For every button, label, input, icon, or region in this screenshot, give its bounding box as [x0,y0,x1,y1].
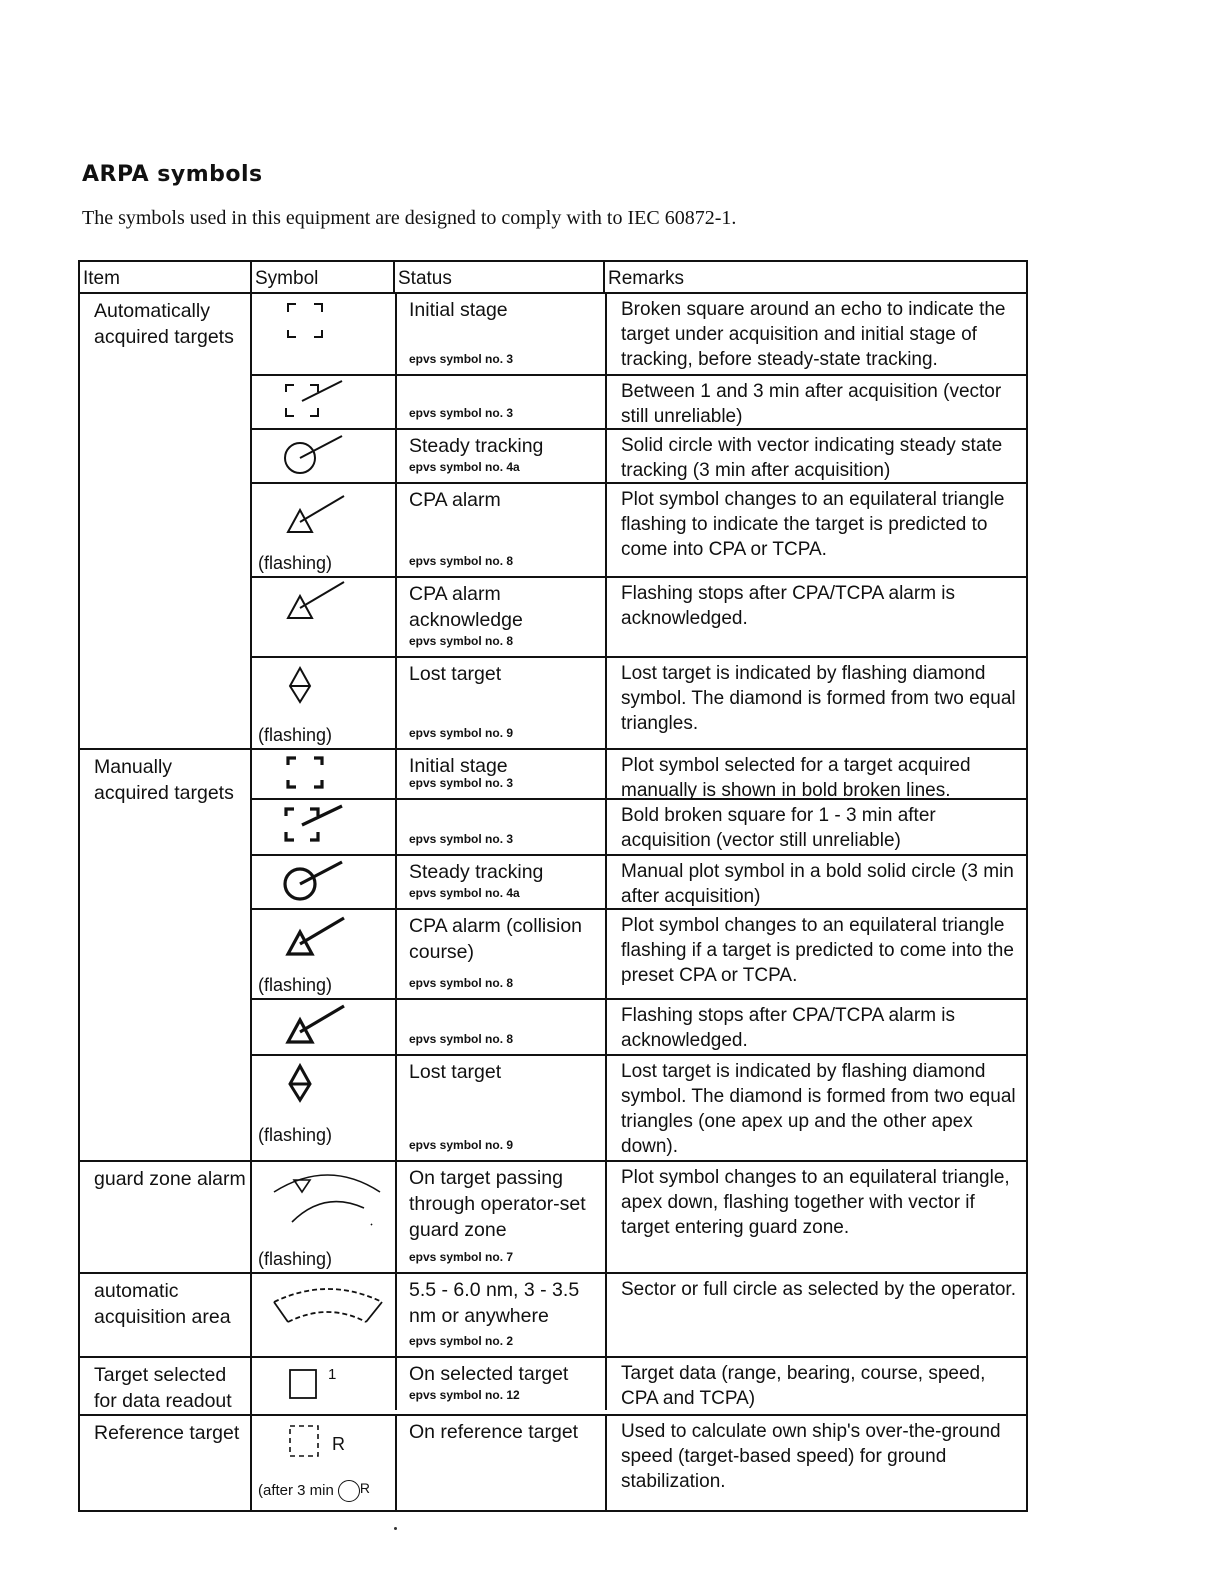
symbol-cell [252,1416,395,1510]
bold-triangle-vector-icon [252,1000,395,1054]
header-status: Status [393,262,603,292]
remarks-text: Between 1 and 3 min after acquisition (vector still unreliable) [605,376,1026,428]
circle-icon [338,1480,360,1502]
after-label: (after 3 min [258,1481,334,1499]
symbol-cell [252,910,395,998]
header-item: Item [83,268,120,289]
status-text: CPA alarm (collision course) [409,915,583,963]
flashing-label: (flashing) [258,1249,333,1269]
symbol-cell [252,750,395,798]
group-reference-target [80,1416,1026,1510]
status-text: CPA alarm acknowledge [409,583,523,631]
remarks-text: Sector or full circle as selected by the operator. [605,1274,1026,1356]
after-3-min-note [258,1480,370,1502]
table-row [252,578,1026,658]
remarks-text: Broken square around an echo to indicate the target under acquisition and initial stage of tracking, before steady-state tracking. [605,294,1026,374]
symbol-cell [252,1274,395,1356]
symbol-label: R [332,1434,345,1454]
status-text: CPA alarm [409,489,501,511]
symbol-cell [252,1162,395,1272]
group-item-label: Target selected for data readout [94,1364,232,1412]
table-row [252,430,1026,484]
bold-circle-vector-icon [252,856,395,908]
symbol-cell [252,430,395,482]
group-acquisition-area [80,1274,1026,1358]
epvs-ref: epvs symbol no. 2 [409,1334,514,1348]
table-row [252,1416,1026,1510]
table-row [252,856,1026,910]
table-row [252,800,1026,856]
group-item-label: Manually acquired targets [94,756,234,804]
symbol-cell [252,294,395,374]
status-text: Lost target [409,1061,502,1083]
remarks-text: Target data (range, bearing, course, speed, CPA and TCPA) [605,1358,1026,1410]
remarks-text: Plot symbol changes to an equilateral triangle flashing if a target is predicted to come into the preset CPA or TCPA. [605,910,1026,998]
flashing-label: (flashing) [258,553,333,573]
group-guard-zone [80,1162,1026,1274]
epvs-ref: epvs symbol no. 3 [409,832,514,846]
status-text: Initial stage [409,299,508,321]
table-row [252,910,1026,1000]
status-text: Lost target [409,663,502,685]
triangle-vector-icon [252,578,395,656]
symbol-cell [252,1000,395,1054]
flashing-label: (flashing) [258,725,333,745]
remarks-text: Bold broken square for 1 - 3 min after acquisition (vector still unreliable) [605,800,1026,854]
remarks-text: Used to calculate own ship's over-the-ground speed (target-based speed) for ground stabilization. [605,1416,1026,1510]
status-text: On selected target [409,1363,569,1385]
group-data-readout [80,1358,1026,1416]
group-item-label: guard zone alarm [94,1168,246,1190]
epvs-ref: epvs symbol no. 8 [409,976,514,990]
broken-square-icon [252,294,395,374]
status-text: Steady tracking [409,435,544,457]
broken-square-vector-icon [252,376,395,428]
page-heading: ARPA symbols [82,162,263,187]
remarks-text: Flashing stops after CPA/TCPA alarm is acknowledged. [605,578,1026,656]
epvs-ref: epvs symbol no. 4a [409,460,520,474]
epvs-ref: epvs symbol no. 3 [409,352,514,366]
remarks-text: Plot symbol selected for a target acquired manually is shown in bold broken lines. [605,750,1026,798]
table-row [252,1000,1026,1056]
remarks-text: Lost target is indicated by flashing diamond symbol. The diamond is formed from two equal triangles (one apex up and the other apex down). [605,1056,1026,1160]
bold-broken-square-icon [252,750,395,798]
remarks-text: Solid circle with vector indicating steady state tracking (3 min after acquisition) [605,430,1026,482]
epvs-ref: epvs symbol no. 7 [409,1250,514,1264]
status-text: Steady tracking [409,861,544,883]
symbol-cell [252,578,395,656]
square-readout-icon [252,1358,395,1410]
header-remarks: Remarks [603,262,1026,292]
symbol-cell [252,856,395,908]
status-text: On reference target [409,1421,579,1443]
remarks-text: Plot symbol changes to an equilateral triangle flashing to indicate the target is predicted to come into CPA or TCPA. [605,484,1026,576]
after-suffix: R [359,1480,370,1496]
flashing-label: (flashing) [258,975,333,995]
table-row [252,484,1026,578]
group-item-label: automatic acquisition area [94,1280,231,1328]
symbol-cell [252,484,395,576]
remarks-text: Plot symbol changes to an equilateral triangle, apex down, flashing together with vector if target entering guard zone. [605,1162,1026,1272]
table-row [252,376,1026,430]
status-text: Initial stage [409,755,508,777]
symbol-cell [252,800,395,854]
symbol-label: 1 [328,1366,337,1383]
header-symbol: Symbol [250,262,393,292]
intro-text: The symbols used in this equipment are designed to comply with to IEC 60872-1. [82,207,737,229]
remarks-text: Lost target is indicated by flashing diamond symbol. The diamond is formed from two equal triangles. [605,658,1026,748]
table-row [252,1274,1026,1356]
solid-circle-vector-icon [252,430,395,482]
group-manual-acquired [80,750,1026,1162]
group-item-label: Reference target [94,1422,240,1444]
epvs-ref: epvs symbol no. 12 [409,1388,520,1402]
flashing-label: (flashing) [258,1125,333,1145]
table-row [252,294,1026,376]
status-text: 5.5 - 6.0 nm, 3 - 3.5 nm or anywhere [409,1279,580,1327]
status-text: On target passing through operator-set guard zone [409,1167,586,1241]
group-item-label: Automatically acquired targets [94,300,234,348]
epvs-ref: epvs symbol no. 8 [409,554,514,568]
remarks-text: Flashing stops after CPA/TCPA alarm is acknowledged. [605,1000,1026,1054]
page-dot [394,1527,397,1530]
table-header [80,262,1026,294]
table-row [252,1358,1026,1410]
acquisition-sector-icon [252,1274,395,1356]
symbol-cell [252,1358,395,1410]
symbol-cell [252,1056,395,1160]
table-row [252,658,1026,748]
table-row [252,1056,1026,1160]
table-row [252,750,1026,800]
epvs-ref: epvs symbol no. 8 [409,634,514,648]
symbol-cell [252,658,395,748]
group-auto-acquired [80,294,1026,750]
remarks-text: Manual plot symbol in a bold solid circle (3 min after acquisition) [605,856,1026,908]
symbol-cell [252,376,395,428]
epvs-ref: epvs symbol no. 4a [409,886,520,900]
epvs-ref: epvs symbol no. 9 [409,726,514,740]
epvs-ref: epvs symbol no. 3 [409,406,514,420]
epvs-ref: epvs symbol no. 9 [409,1138,514,1152]
bold-broken-square-vector-icon [252,800,395,854]
epvs-ref: epvs symbol no. 3 [409,776,514,790]
arpa-symbols-table [78,260,1028,1512]
table-row [252,1162,1026,1272]
epvs-ref: epvs symbol no. 8 [409,1032,514,1046]
